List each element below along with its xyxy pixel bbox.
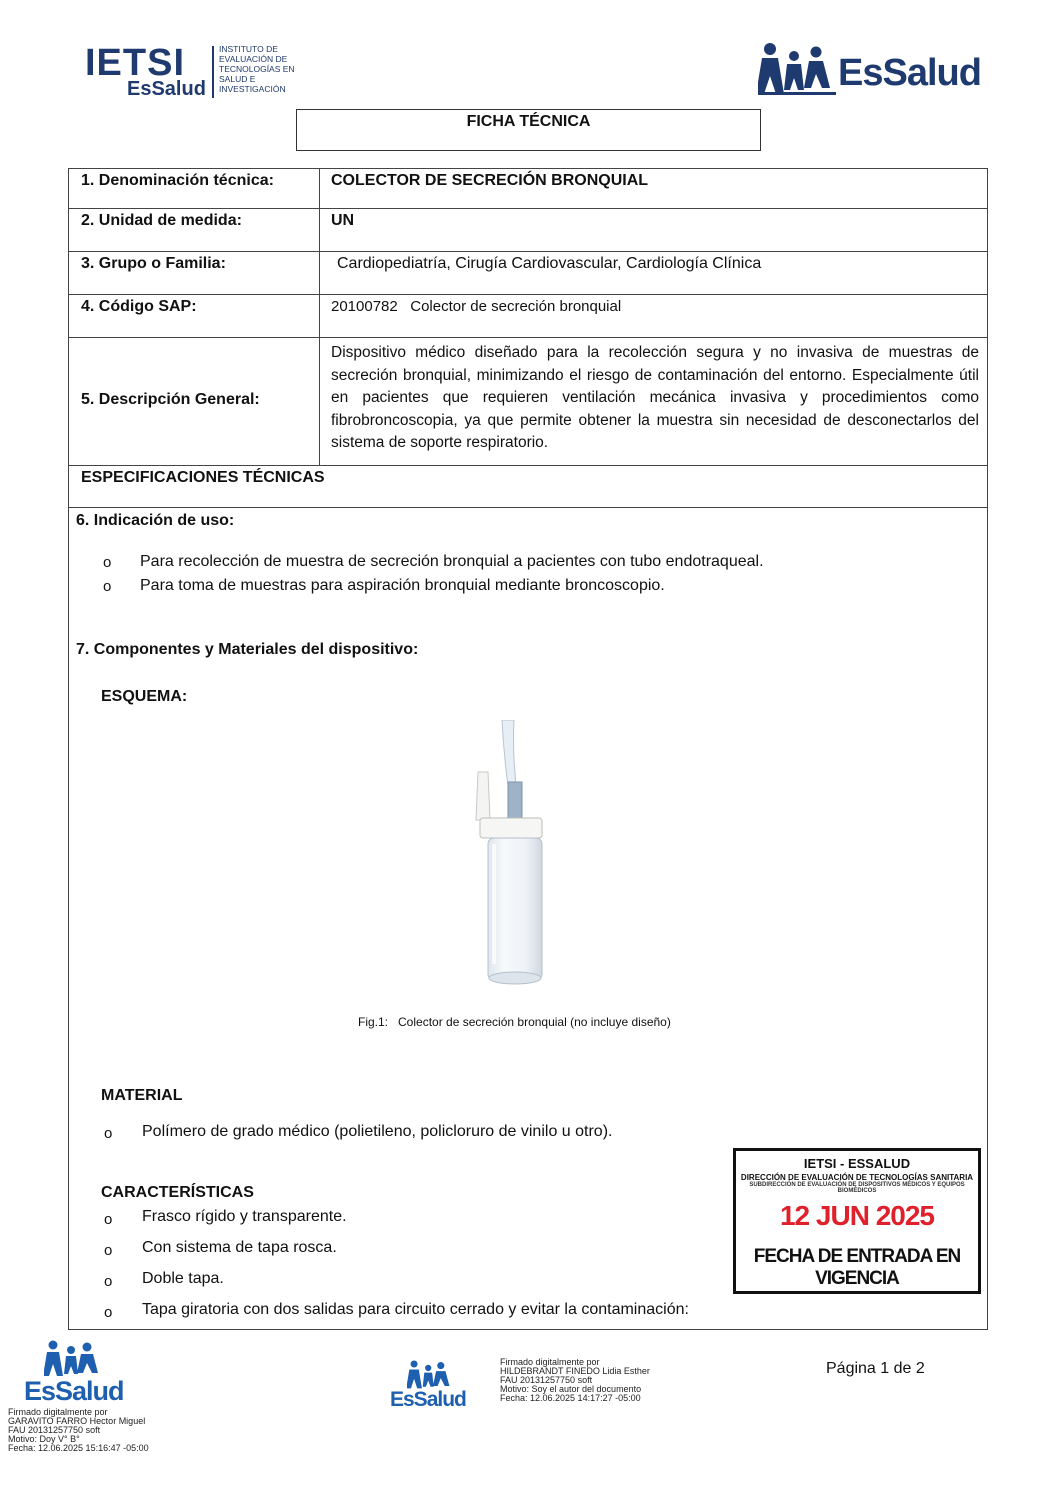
column-divider: [319, 169, 320, 208]
specs-heading: ESPECIFICACIONES TÉCNICAS: [81, 469, 325, 486]
specs-heading-row: [68, 466, 988, 508]
footer-left-logo: EsSalud: [24, 1376, 124, 1406]
column-divider: [319, 209, 320, 251]
row-label: 2. Unidad de medida:: [81, 212, 242, 229]
list-item: Polímero de grado médico (polietileno, policloruro de vinilo u otro).: [142, 1123, 613, 1140]
column-divider: [319, 338, 320, 465]
essalud-logo-text: EsSalud: [838, 52, 981, 94]
document-title: FICHA TÉCNICA: [296, 109, 761, 151]
ietsi-logo-subtitle: INSTITUTO DE EVALUACIÓN DE TECNOLOGÍAS EN SALUD E INVESTIGACIÓN: [219, 44, 295, 94]
figure-caption: Fig.1: Colector de secreción bronquial (no incluye diseño): [358, 1015, 671, 1029]
ietsi-logo-text: IETSI: [85, 42, 186, 84]
page-number: Página 1 de 2: [826, 1360, 925, 1377]
list-bullet: o: [103, 554, 112, 571]
row-codigo-sap: [68, 295, 988, 338]
row-denominacion: [68, 168, 988, 209]
list-item: Con sistema de tapa rosca.: [142, 1239, 337, 1256]
list-bullet: o: [104, 1273, 113, 1290]
stamp-direction: DIRECCIÓN DE EVALUACIÓN DE TECNOLOGÍAS SANITARIA: [740, 1173, 974, 1182]
row-unidad: [68, 209, 988, 252]
list-bullet: o: [104, 1211, 113, 1228]
row-value: UN: [331, 212, 355, 229]
stamp-date: 12 JUN 2025: [779, 1200, 934, 1231]
validity-stamp: [733, 1148, 981, 1294]
row-label: 3. Grupo o Familia:: [81, 255, 226, 272]
row-value: 20100782 Colector de secreción bronquial: [331, 298, 622, 315]
ietsi-logo: [85, 42, 315, 104]
list-item: Tapa giratoria con dos salidas para circuito cerrado y evitar la contaminación:: [142, 1301, 689, 1318]
stamp-label: FECHA DE ENTRADA EN VIGENCIA: [753, 1246, 961, 1289]
family-icon: [758, 42, 836, 96]
row-value: COLECTOR DE SECRECIÓN BRONQUIAL: [331, 172, 649, 189]
list-item: Para toma de muestras para aspiración bronquial mediante broncoscopio.: [140, 577, 665, 594]
list-bullet: o: [104, 1125, 113, 1142]
family-icon: [407, 1360, 451, 1390]
list-item: Frasco rígido y transparente.: [142, 1208, 347, 1225]
section7-heading: 7. Componentes y Materiales del dispositivo:: [76, 641, 419, 658]
caracteristicas-heading: CARACTERÍSTICAS: [101, 1184, 254, 1201]
row-label: 5. Descripción General:: [81, 391, 260, 408]
collector-device-image: [470, 720, 560, 990]
essalud-logo: [758, 40, 988, 100]
esquema-heading: ESQUEMA:: [101, 688, 188, 705]
ietsi-logo-essalud: EsSalud: [127, 78, 206, 100]
row-descripcion: [68, 338, 988, 466]
row-value: Cardiopediatría, Cirugía Cardiovascular, Cardiología Clínica: [337, 255, 762, 272]
column-divider: [319, 252, 320, 294]
footer-left-signature: Firmado digitalmente por GARAVITO FARRO Hector Miguel FAU 20131257750 soft Motivo: Doy V° B° Fecha: 12.06.2025 15:16:47 -05:00: [8, 1407, 149, 1453]
footer-center-logo: EsSalud: [390, 1388, 466, 1411]
footer-center-signature: Firmado digitalmente por HILDEBRANDT FINEDO Lidia Esther FAU 20131257750 soft Motivo: Soy el autor del documento Fecha: 12.06.2025 14:17:27 -05:00: [500, 1357, 650, 1403]
list-bullet: o: [104, 1304, 113, 1321]
material-heading: MATERIAL: [101, 1087, 183, 1104]
row-grupo: [68, 252, 988, 295]
row-label: 4. Código SAP:: [81, 298, 197, 315]
section6-heading: 6. Indicación de uso:: [76, 512, 235, 529]
row-value: Dispositivo médico diseñado para la recolección segura y no invasiva de muestras de secreción bronquial, minimizando el riesgo de contaminación del entorno. Especialmente útil en pacientes que requieren ventilación mecánica invasiva y procedimientos como fibrobroncoscopia, ya que permite obtener la muestra sin necesidad de desconectarlos del sistema de soporte respiratorio.: [331, 344, 979, 451]
list-bullet: o: [103, 578, 112, 595]
ietsi-logo-divider: [212, 46, 214, 98]
stamp-org: IETSI - ESSALUD: [803, 1156, 911, 1171]
column-divider: [319, 295, 320, 337]
family-icon: [44, 1340, 100, 1378]
list-bullet: o: [104, 1242, 113, 1259]
row-label: 1. Denominación técnica:: [81, 172, 274, 189]
stamp-subdirection: SUBDIRECCIÓN DE EVALUACIÓN DE DISPOSITIVOS MÉDICOS Y EQUIPOS BIOMÉDICOS: [749, 1182, 965, 1194]
list-item: Para recolección de muestra de secreción bronquial a pacientes con tubo endotraqueal.: [140, 553, 764, 570]
list-item: Doble tapa.: [142, 1270, 224, 1287]
